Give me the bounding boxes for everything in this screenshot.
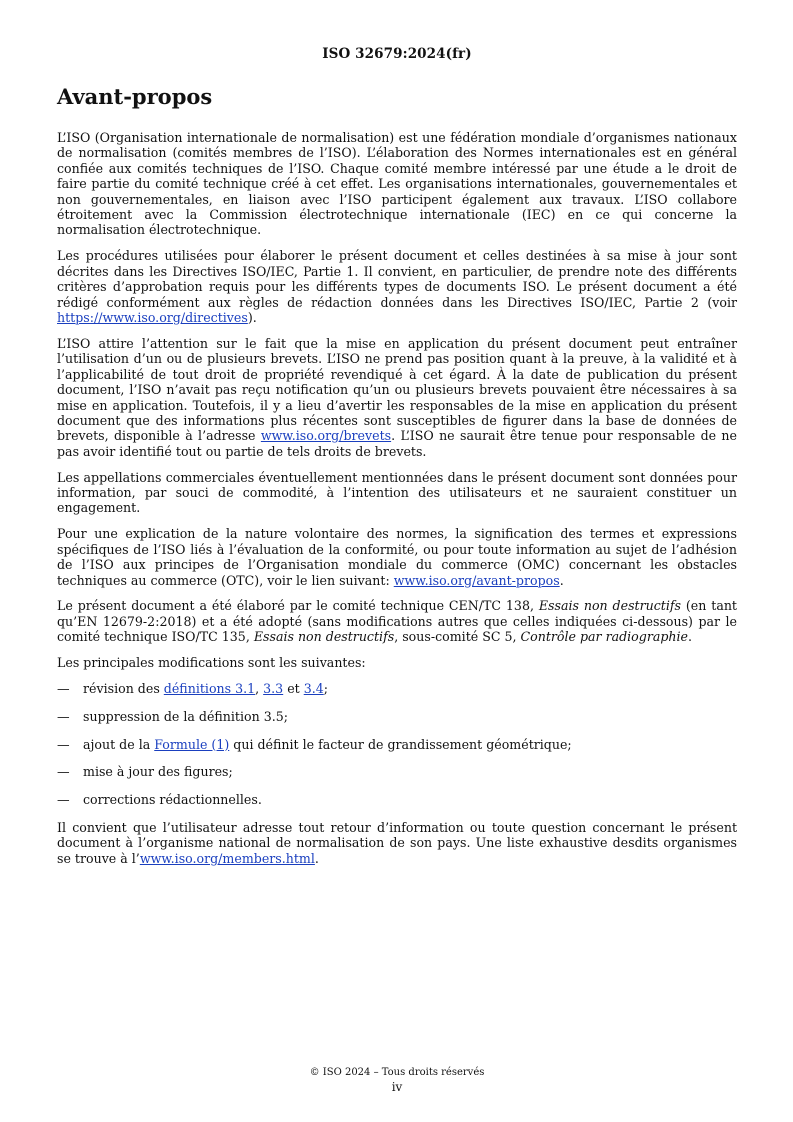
dash-bullet: —: [57, 764, 70, 780]
paragraph-directives: Les procédures utilisées pour élaborer le présent document et celles destinées à sa mise à jour sont décrites dans les Directives ISO/IEC, Partie 1. Il convient, en particulier, de prendre note des différents critères d’approbation requis pour les différents types de documents ISO. Le présent document a été rédigé conformément aux règles de rédaction données dans les Directives ISO/IEC, Partie 2 (voir https://www.iso.org/directives).: [57, 248, 737, 325]
section-title: Avant-propos: [57, 84, 213, 109]
document-id-header: ISO 32679:2024(fr): [322, 46, 472, 62]
directives-link[interactable]: https://www.iso.org/directives: [57, 309, 248, 325]
formula-1-link[interactable]: Formule (1): [154, 736, 230, 752]
definition-3-3-link[interactable]: 3.3: [263, 681, 284, 697]
foreword-body: [57, 130, 737, 877]
definition-3-4-link[interactable]: 3.4: [303, 681, 324, 697]
paragraph-committee: Le présent document a été élaboré par le comité technique CEN/TC 138, Essais non destructifs (en tant qu’EN 12679-2:2018) et a été adopté (sans modifications autres que celles indiquées ci-dessous) par le comité technique ISO/TC 135, Essais non destructifs, sous-comité SC 5, Contrôle par radiographie.: [57, 598, 737, 645]
paragraph-trade-names: Les appellations commerciales éventuellement mentionnées dans le présent document sont données pour information, par souci de commodité, à l’intention des utilisateurs et ne sauraient constituer un engagement.: [57, 469, 737, 516]
paragraph-iso-intro: L’ISO (Organisation internationale de normalisation) est une fédération mondiale d’organismes nationaux de normalisation (comités membres de l’ISO). L’élaboration des Normes internationales est en général confiée aux comités techniques de l’ISO. Chaque comité membre intéressé par une étude a le droit de faire partie du comité technique créé à cet effet. Les organisations internationales, gouvernementales et non gouvernementales, en liaison avec l’ISO participent également aux travaux. L’ISO collabore étroitement avec la Commission électrotechnique internationale (IEC) en ce qui concerne la normalisation électrotechnique.: [57, 130, 737, 238]
foreword-link[interactable]: www.iso.org/avant-propos: [393, 572, 560, 588]
dash-bullet: —: [57, 792, 70, 808]
paragraph-patents: L’ISO attire l’attention sur le fait que la mise en application du présent document peut entraîner l’utilisation d’un ou de plusieurs brevets. L’ISO ne prend pas position quant à la preuve, à la validité et à l’applicabilité de tout droit de propriété revendiqué à cet égard. À la date de publication du présent document, l’ISO n’avait pas reçu notification qu’un ou plusieurs brevets pouvaient être nécessaires à sa mise en application. Toutefois, il y a lieu d’avertir les responsables de la mise en application du présent document que des informations plus récentes sont susceptibles de figurer dans la base de données de brevets, disponible à l’adresse www.iso.org/brevets. L’ISO ne saurait être tenue pour responsable de ne pas avoir identifié tout ou partie de tels droits de brevets.: [57, 335, 737, 459]
paragraph-changes-intro: Les principales modifications sont les suivantes:: [57, 655, 366, 671]
patents-link[interactable]: www.iso.org/brevets: [260, 428, 392, 444]
dash-bullet: —: [57, 681, 70, 697]
members-link[interactable]: www.iso.org/members.html: [139, 850, 315, 866]
list-item: — corrections rédactionnelles.: [57, 792, 262, 808]
copyright-notice: © ISO 2024 – Tous droits réservés: [309, 1067, 485, 1078]
dash-bullet: —: [57, 708, 70, 724]
paragraph-feedback: Il convient que l’utilisateur adresse tout retour d’information ou toute question concernant le présent document à l’organisme national de normalisation de son pays. Une liste exhaustive desdits organismes se trouve à l’www.iso.org/members.html.: [57, 820, 737, 866]
changes-list: [57, 681, 737, 808]
page-footer: [57, 1066, 737, 1094]
list-item: — suppression de la définition 3.5;: [57, 708, 288, 724]
definition-3-1-link[interactable]: définitions 3.1: [163, 681, 256, 697]
page-number: iv: [391, 1080, 403, 1094]
dash-bullet: —: [57, 736, 70, 752]
list-item: — ajout de la Formule (1) qui définit le facteur de grandissement géométrique;: [57, 736, 572, 752]
list-item: — révision des définitions 3.1, 3.3 et 3.4;: [57, 681, 328, 697]
list-item: — mise à jour des figures;: [57, 764, 233, 780]
paragraph-voluntary-nature: Pour une explication de la nature volontaire des normes, la signification des termes et expressions spécifiques de l’ISO liés à l’évaluation de la conformité, ou pour toute information au sujet de l’adhésion de l’ISO aux principes de l’Organisation mondiale du commerce (OMC) concernant les obstacles techniques au commerce (OTC), voir le lien suivant: www.iso.org/avant-propos.: [57, 526, 737, 588]
